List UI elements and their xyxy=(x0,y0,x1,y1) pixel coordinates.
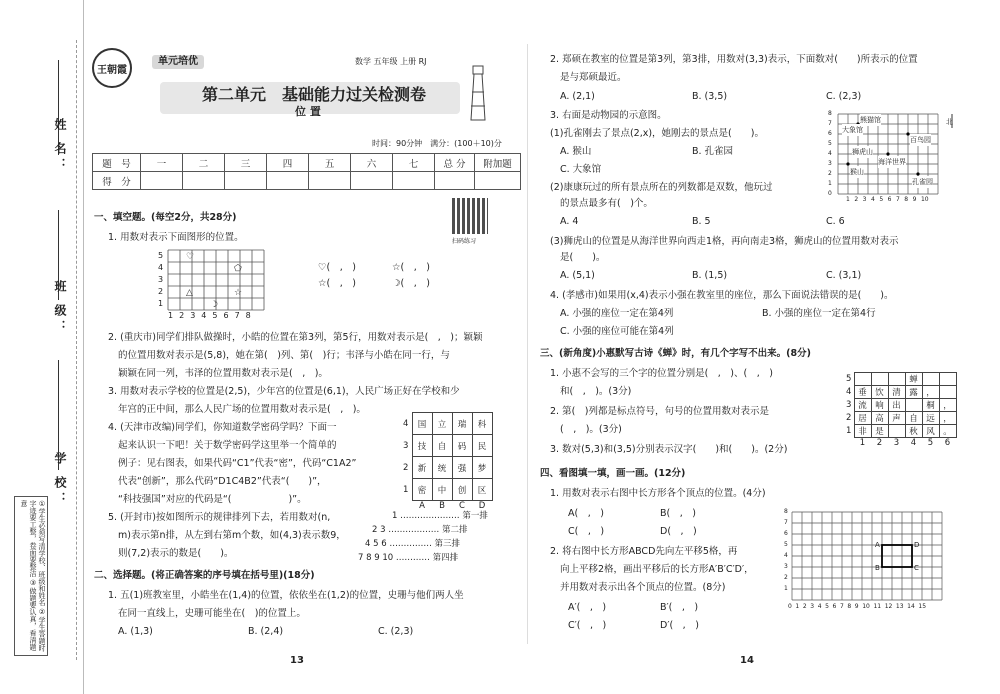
rect-x-labels: 0 1 2 3 4 5 6 7 8 9 10 11 12 13 14 15 xyxy=(788,603,927,610)
p2-line: ( , )。(3分) xyxy=(560,424,622,435)
vertex-label: B xyxy=(875,564,880,572)
brand-logo: 王朝霞 xyxy=(92,48,132,88)
page-divider xyxy=(527,44,528,644)
p2-line: 2. 第( )列都是标点符号，句号的位置用数对表示是 xyxy=(550,406,769,417)
c3b-option[interactable]: C. 6 xyxy=(826,216,845,227)
vertex-label: A xyxy=(875,541,880,549)
q4-line: “科技强国”对应的代码是“( )”。 xyxy=(118,494,307,505)
d2-answer[interactable]: D′( , ) xyxy=(660,620,699,631)
section-3-title: 三、(新角度)小惠默写古诗《蝉》时，有几个字写不出来。(8分) xyxy=(540,348,811,359)
d2-answer[interactable]: A′( , ) xyxy=(568,602,607,613)
qr-caption: 扫码练习 xyxy=(452,238,477,245)
zoo-x-labels: 1 2 3 4 5 6 7 8 9 10 xyxy=(846,196,929,203)
d1-answer[interactable]: D( , ) xyxy=(660,526,697,537)
q1-answer[interactable]: ☆( , ) xyxy=(392,262,430,273)
d2-line: 并用数对表示出各个顶点的位置。(8分) xyxy=(560,582,726,593)
c3b-line: 的景点最多有( )个。 xyxy=(560,198,653,209)
q3-line: 年宫的正中间，那么人民广场的位置用数对表示是( , )。 xyxy=(118,404,366,415)
svg-text:△: △ xyxy=(186,288,193,298)
score-header: 五 xyxy=(309,154,351,172)
score-cell[interactable] xyxy=(351,172,393,190)
q4-line: 4. (天津市改编)同学们，你知道数学密码学吗？下面一 xyxy=(108,422,337,433)
c3c-option[interactable]: A. (5,1) xyxy=(560,270,595,281)
d2-answer[interactable]: B′( , ) xyxy=(660,602,699,613)
score-cell[interactable] xyxy=(183,172,225,190)
c3a-text: (1)孔雀刚去了景点(2,x)，她刚去的景点是( )。 xyxy=(550,128,764,139)
zoo-label: 孔雀园 xyxy=(912,178,933,186)
d1-answer[interactable]: C( , ) xyxy=(568,526,605,537)
c1-line: 1. 五(1)班教室里，小皓坐在(1,4)的位置，依依坐在(1,2)的位置，史珊与他们两人坐 xyxy=(108,590,464,601)
c3a-option[interactable]: A. 猴山 xyxy=(560,146,592,157)
svg-text:☽: ☽ xyxy=(210,300,219,310)
score-cell[interactable] xyxy=(225,172,267,190)
score-cell[interactable] xyxy=(267,172,309,190)
score-header: 六 xyxy=(351,154,393,172)
zoo-map xyxy=(828,110,968,206)
q5-line: 则(7,2)表示的数是( )。 xyxy=(118,548,234,559)
c3c-option[interactable]: B. (1,5) xyxy=(692,270,728,281)
poem-grid: 5 蝉 4 垂 饮 清 露 ， 3 流 响 出 桐 ， 2 居 高 声 自 远 ， 1 非 是 秋 风 。 1 2 3 4 5 6 xyxy=(844,372,957,448)
c1-option[interactable]: C. (2,3) xyxy=(378,626,414,637)
q5-pattern-row: 2 3 ……………… 第二排 xyxy=(372,525,468,535)
p3-text: 3. 数对(5,3)和(3,5)分别表示汉字( )和( )。(2分) xyxy=(550,444,788,455)
series-tag: 单元培优 xyxy=(152,55,204,69)
q5-pattern-row: 1 ………………… 第一排 xyxy=(392,511,488,521)
school-label: 学 校： xyxy=(53,452,67,509)
q2-line: 颖颖在同一列，韦泽的位置用数对表示是( , )。 xyxy=(118,368,328,379)
q3-line: 3. 用数对表示学校的位置是(2,5)，少年宫的位置是(6,1)，人民广场正好在学校和少 xyxy=(108,386,460,397)
svg-text:☆: ☆ xyxy=(234,288,243,298)
zoo-label: 熊猫馆 xyxy=(860,116,881,124)
q5-pattern-row: 4 5 6 …………… 第三排 xyxy=(365,539,461,549)
q4-line: 起来认识一下吧！关于数学密码学这里举一个简单的 xyxy=(118,440,337,451)
c4-option[interactable]: C. 小强的座位可能在第4列 xyxy=(560,326,674,337)
q5-line: m)表示第n排，从左到右第m个数，如(4,3)表示数9， xyxy=(118,530,346,541)
c1-option[interactable]: B. (2,4) xyxy=(248,626,284,637)
exam-notes: ①学生必须写清学校、班级和姓名 ②学生答题时字迹要工整，卷面要整洁 ③做题要认真，看清题意 xyxy=(14,496,48,656)
rect-y-labels: 8 7 6 5 4 3 2 1 xyxy=(784,508,788,592)
c2-line: 是与郑硕最近。 xyxy=(560,72,627,83)
zoo-label: 海洋世界 xyxy=(878,158,906,166)
zoo-label: 大象馆 xyxy=(842,126,863,134)
d1-answer[interactable]: B( , ) xyxy=(660,508,696,519)
q1-answer[interactable]: ☽( , ) xyxy=(392,278,430,289)
qr-code xyxy=(452,198,488,234)
time-score-info: 时间：90分钟 满分：(100＋10)分 xyxy=(372,139,502,148)
c3c-line: (3)狮虎山的位置是从海洋世界向西走1格，再向南走3格，狮虎山的位置用数对表示 xyxy=(550,236,899,247)
page-number-right: 14 xyxy=(740,655,754,666)
score-header: 四 xyxy=(267,154,309,172)
c3b-option[interactable]: A. 4 xyxy=(560,216,579,227)
page-title: 第二单元 基础能力过关检测卷 xyxy=(202,85,427,104)
vertex-label: D xyxy=(914,541,920,549)
section-4-title: 四、看图填一填，画一画。(12分) xyxy=(540,468,686,479)
q1-grid xyxy=(158,248,276,320)
score-cell[interactable] xyxy=(309,172,351,190)
c3c-line: 是( )。 xyxy=(560,252,606,263)
zoo-y-labels: 8 7 6 5 4 3 2 1 0 xyxy=(828,110,832,197)
rectangle-grid[interactable] xyxy=(784,508,960,612)
zoo-label: 狮虎山 xyxy=(852,148,873,156)
q4-line: 例子：见右图表，如果代码“C1”代表“密”，代码“C1A2” xyxy=(118,458,357,469)
section-1-title: 一、填空题。(每空2分，共28分) xyxy=(94,212,237,223)
score-header: 一 xyxy=(141,154,183,172)
q1-answer[interactable]: ☆( , ) xyxy=(318,278,356,289)
svg-text:⬠: ⬠ xyxy=(234,264,242,274)
score-header: 二 xyxy=(183,154,225,172)
q1-answer[interactable]: ♡( , ) xyxy=(318,262,356,273)
c2-line: 2. 郑硕在教室的位置是第3列，第3排，用数对(3,3)表示，下面数对( )所表示的位置 xyxy=(550,54,918,65)
zoo-label: 百鸟园 xyxy=(910,136,931,144)
c2-option[interactable]: A. (2,1) xyxy=(560,91,595,102)
c1-option[interactable]: A. (1,3) xyxy=(118,626,153,637)
north-label: 北 xyxy=(946,118,953,126)
score-header: 附加题 xyxy=(475,154,521,172)
c1-line: 在同一直线上，史珊可能坐在( )的位置上。 xyxy=(118,608,306,619)
q1-x-labels: 1 2 3 4 5 6 7 8 xyxy=(168,311,251,320)
c4-option[interactable]: B. 小强的座位一定在第4行 xyxy=(762,308,876,319)
score-row-label: 得 分 xyxy=(93,172,141,190)
p1-text: 1. 小惠不会写的三个字的位置分别是( , )、( , ) xyxy=(550,368,773,379)
score-header: 题 号 xyxy=(93,154,141,172)
score-cell[interactable] xyxy=(475,172,521,190)
c4-option[interactable]: A. 小强的座位一定在第4列 xyxy=(560,308,674,319)
page-subtitle: 位 置 xyxy=(295,105,321,118)
c3a-option[interactable]: B. 孔雀园 xyxy=(692,146,734,157)
q1-text: 1. 用数对表示下面图形的位置。 xyxy=(108,232,244,243)
cut-line xyxy=(76,40,77,660)
d2-answer[interactable]: C′( , ) xyxy=(568,620,607,631)
c4-text: 4. (孝感市)如果用(x,4)表示小强在教室里的座位，那么下面说法错误的是( )。 xyxy=(550,290,894,301)
q5-pattern-row: 7 8 9 10 ………… 第四排 xyxy=(358,553,459,563)
c3b-option[interactable]: B. 5 xyxy=(692,216,711,227)
p1-text-cont: 和( , )。(3分) xyxy=(560,386,632,397)
d1-answer[interactable]: A( , ) xyxy=(568,508,604,519)
class-label: 班 级： xyxy=(53,280,67,337)
subject-info: 数学 五年级 上册 RJ xyxy=(355,57,427,66)
cipher-table: 4 国 立 瑞 科 3 技 自 码 民 2 新 统 强 梦 1 密 中 创 区 A B C D xyxy=(400,412,493,511)
score-table xyxy=(92,153,521,190)
svg-text:♡: ♡ xyxy=(186,252,195,262)
d2-line: 向上平移2格，画出平移后的长方形A′B′C′D′， xyxy=(560,564,754,575)
c2-option[interactable]: C. (2,3) xyxy=(826,91,862,102)
c2-option[interactable]: B. (3,5) xyxy=(692,91,728,102)
q5-line: 5. (开封市)按如图所示的规律排列下去，若用数对(n, xyxy=(108,512,331,523)
q1-y-labels: 5 4 3 2 1 xyxy=(158,251,164,308)
c3a-option[interactable]: C. 大象馆 xyxy=(560,164,602,175)
score-cell[interactable] xyxy=(393,172,435,190)
d1-text: 1. 用数对表示右图中长方形各个顶点的位置。(4分) xyxy=(550,488,766,499)
c3-text: 3. 右面是动物园的示意图。 xyxy=(550,110,667,121)
vertex-label: C xyxy=(914,564,919,572)
section-2-title: 二、选择题。(将正确答案的序号填在括号里)(18分) xyxy=(94,570,315,581)
c3b-line: (2)康康玩过的所有景点所在的列数都是双数，他玩过 xyxy=(550,182,773,193)
page-number-left: 13 xyxy=(290,655,304,666)
c3c-option[interactable]: C. (3,1) xyxy=(826,270,862,281)
binding-sidebar xyxy=(0,0,84,694)
score-cell[interactable] xyxy=(141,172,183,190)
score-header: 七 xyxy=(393,154,435,172)
score-header: 三 xyxy=(225,154,267,172)
score-cell[interactable] xyxy=(435,172,475,190)
score-header: 总 分 xyxy=(435,154,475,172)
d2-line: 2. 将右图中长方形ABCD先向左平移5格，再 xyxy=(550,546,738,557)
zoo-label: 猴山 xyxy=(850,168,864,176)
q2-line: 2. (重庆市)同学们排队做操时，小皓的位置在第3列，第5行，用数对表示是( , )；颖颖 xyxy=(108,332,483,343)
lighthouse-icon xyxy=(468,62,488,122)
q2-line: 的位置用数对表示是(5,8)，她在第( )列、第( )行；韦泽与小皓在同一行，与 xyxy=(118,350,450,361)
name-label: 姓 名： xyxy=(53,118,67,175)
q4-line: 代表“创新”，那么代码“D1C4B2”代表“( )”， xyxy=(118,476,327,487)
